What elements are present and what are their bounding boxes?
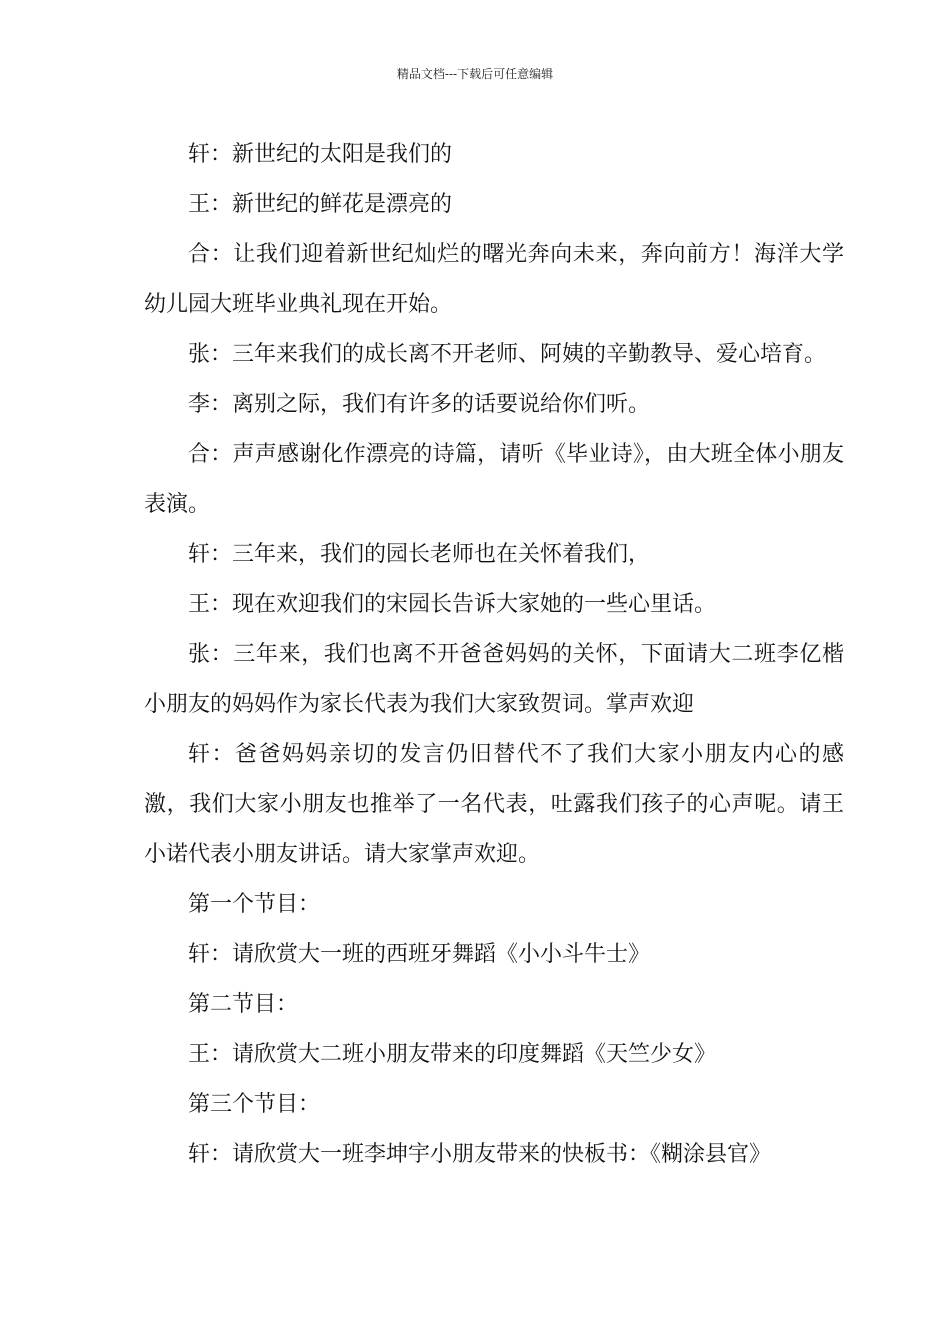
paragraph: 王：请欣赏大二班小朋友带来的印度舞蹈《天竺少女》 [188,1042,717,1067]
paragraph: 王：现在欢迎我们的宋园长告诉大家她的一些心里话。 [188,592,717,617]
paragraph: 轩：请欣赏大一班的西班牙舞蹈《小小斗牛士》 [188,942,651,967]
paragraph: 张：三年来，我们也离不开爸爸妈妈的关怀，下面请大二班李亿楷小朋友的妈妈作为家长代表为我们大家致贺词。掌声欢迎 [144,642,844,717]
document-body [144,130,844,1180]
paragraph: 第三个节目： [188,1092,321,1117]
paragraph: 合：让我们迎着新世纪灿烂的曙光奔向未来，奔向前方！海洋大学幼儿园大班毕业典礼现在开始。 [144,242,844,317]
paragraph: 轩：三年来，我们的园长老师也在关怀着我们， [188,542,651,567]
paragraph: 轩：请欣赏大一班李坤宇小朋友带来的快板书：《糊涂县官》 [188,1142,772,1167]
page-header: 精品文档---下载后可任意编辑 [396,67,554,81]
paragraph: 李：离别之际，我们有许多的话要说给你们听。 [188,392,651,417]
paragraph: 轩：新世纪的太阳是我们的 [188,142,453,167]
paragraph: 王：新世纪的鲜花是漂亮的 [188,192,453,217]
paragraph: 第二节目： [188,992,299,1017]
paragraph: 合：声声感谢化作漂亮的诗篇，请听《毕业诗》，由大班全体小朋友表演。 [144,442,844,517]
paragraph: 张：三年来我们的成长离不开老师、阿姨的辛勤教导、爱心培育。 [188,342,827,367]
paragraph: 轩：爸爸妈妈亲切的发言仍旧替代不了我们大家小朋友内心的感激，我们大家小朋友也推举了一名代表，吐露我们孩子的心声呢。请王小诺代表小朋友讲话。请大家掌声欢迎。 [144,742,844,867]
paragraph: 第一个节目： [188,892,321,917]
